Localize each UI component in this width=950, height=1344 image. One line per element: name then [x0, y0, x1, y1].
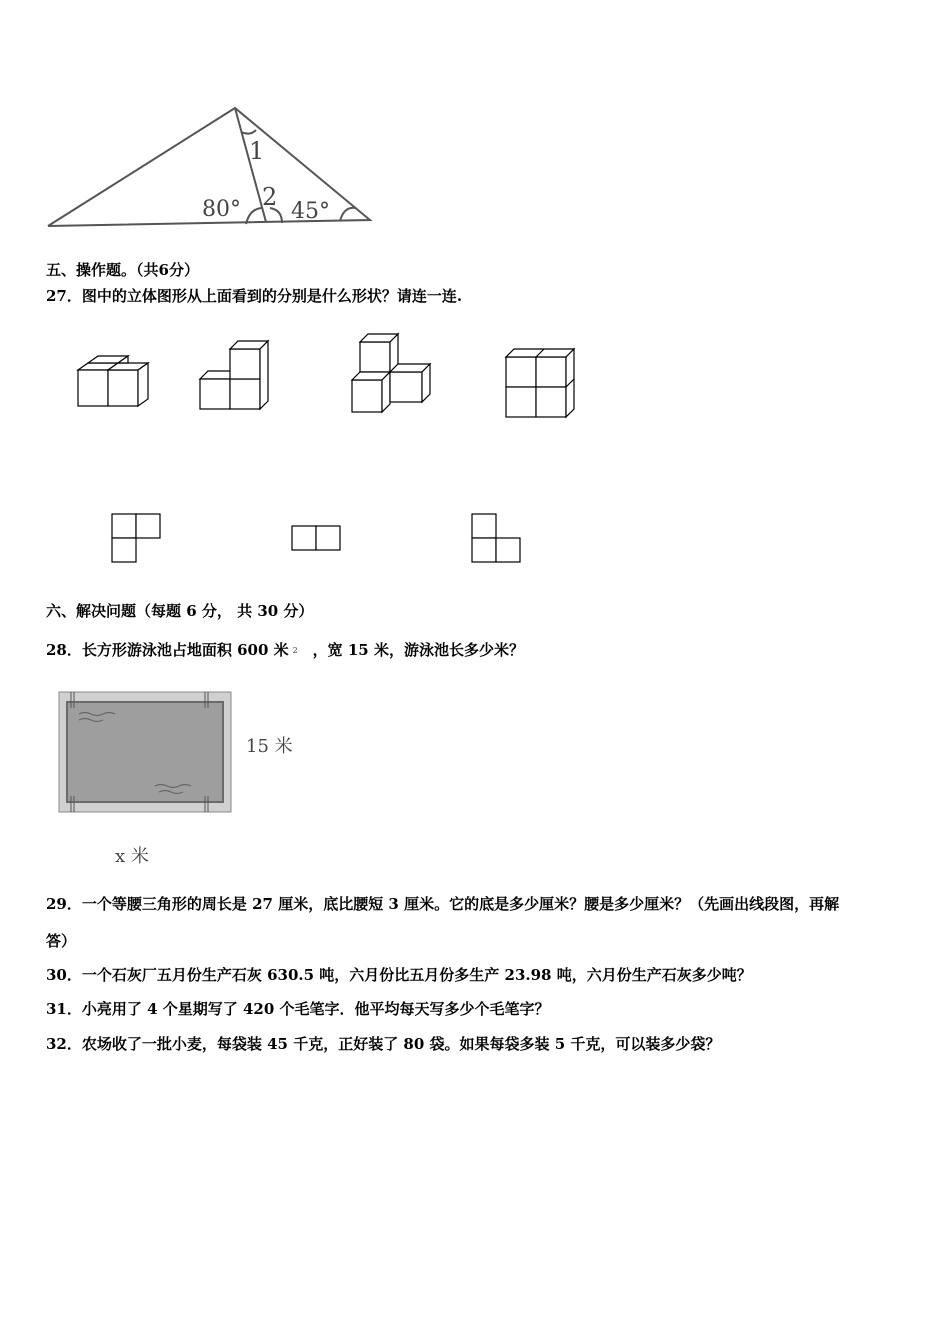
top-view-1	[112, 514, 160, 562]
q28-text-after: ，宽 15 米，游泳池长多少米？	[312, 641, 524, 659]
label-angle-2: 2	[262, 183, 278, 211]
solid-figure-a	[78, 356, 148, 406]
top-view-2	[292, 526, 340, 550]
solid-figure-c	[352, 334, 430, 412]
label-angle-1: 1	[249, 137, 265, 165]
angle-arc-45	[340, 208, 356, 221]
question-28: 28．长方形游泳池占地面积 600 米 2 ，宽 15 米，游泳池长多少米？	[46, 641, 524, 659]
question-32: 32．农场收了一批小麦，每袋装 45 千克，正好装了 80 袋。如果每袋多装 5 千克，可以装多少袋？	[46, 1035, 721, 1053]
label-angle-80: 80°	[202, 197, 241, 222]
pool-water	[67, 702, 223, 802]
label-angle-45: 45°	[291, 199, 330, 224]
section6-title: 六、解决问题（每题 6 分， 共 30 分）	[46, 602, 314, 620]
triangle-figure	[40, 100, 380, 230]
question-30: 30．一个石灰厂五月份生产石灰 630.5 吨，六月份比五月份多生产 23.98 吨，六月份生产石灰多少吨？	[46, 966, 752, 984]
section5-title: 五、操作题。（共6分）	[46, 261, 199, 279]
solid-figure-d	[506, 349, 574, 417]
pool-width-label: 15 米	[246, 736, 293, 757]
q28-text-before: 28．长方形游泳池占地面积 600 米	[46, 641, 289, 659]
question-31: 31．小亮用了 4 个星期写了 420 个毛笔字．他平均每天写多少个毛笔字？	[46, 1000, 550, 1018]
pool-figure	[55, 688, 235, 818]
solid-figures	[60, 325, 600, 575]
question-29-line1: 29．一个等腰三角形的周长是 27 厘米，底比腰短 3 厘米。它的底是多少厘米？腰是多少厘米？（先画出线段图，再解	[46, 895, 840, 913]
solid-figure-b	[200, 341, 268, 409]
question-27: 27．图中的立体图形从上面看到的分别是什么形状？请连一连.	[46, 287, 463, 305]
pool-length-label: x 米	[115, 846, 149, 867]
question-29-line2: 答）	[46, 932, 77, 950]
angle-arc-1	[241, 130, 256, 134]
top-view-3	[472, 514, 520, 562]
